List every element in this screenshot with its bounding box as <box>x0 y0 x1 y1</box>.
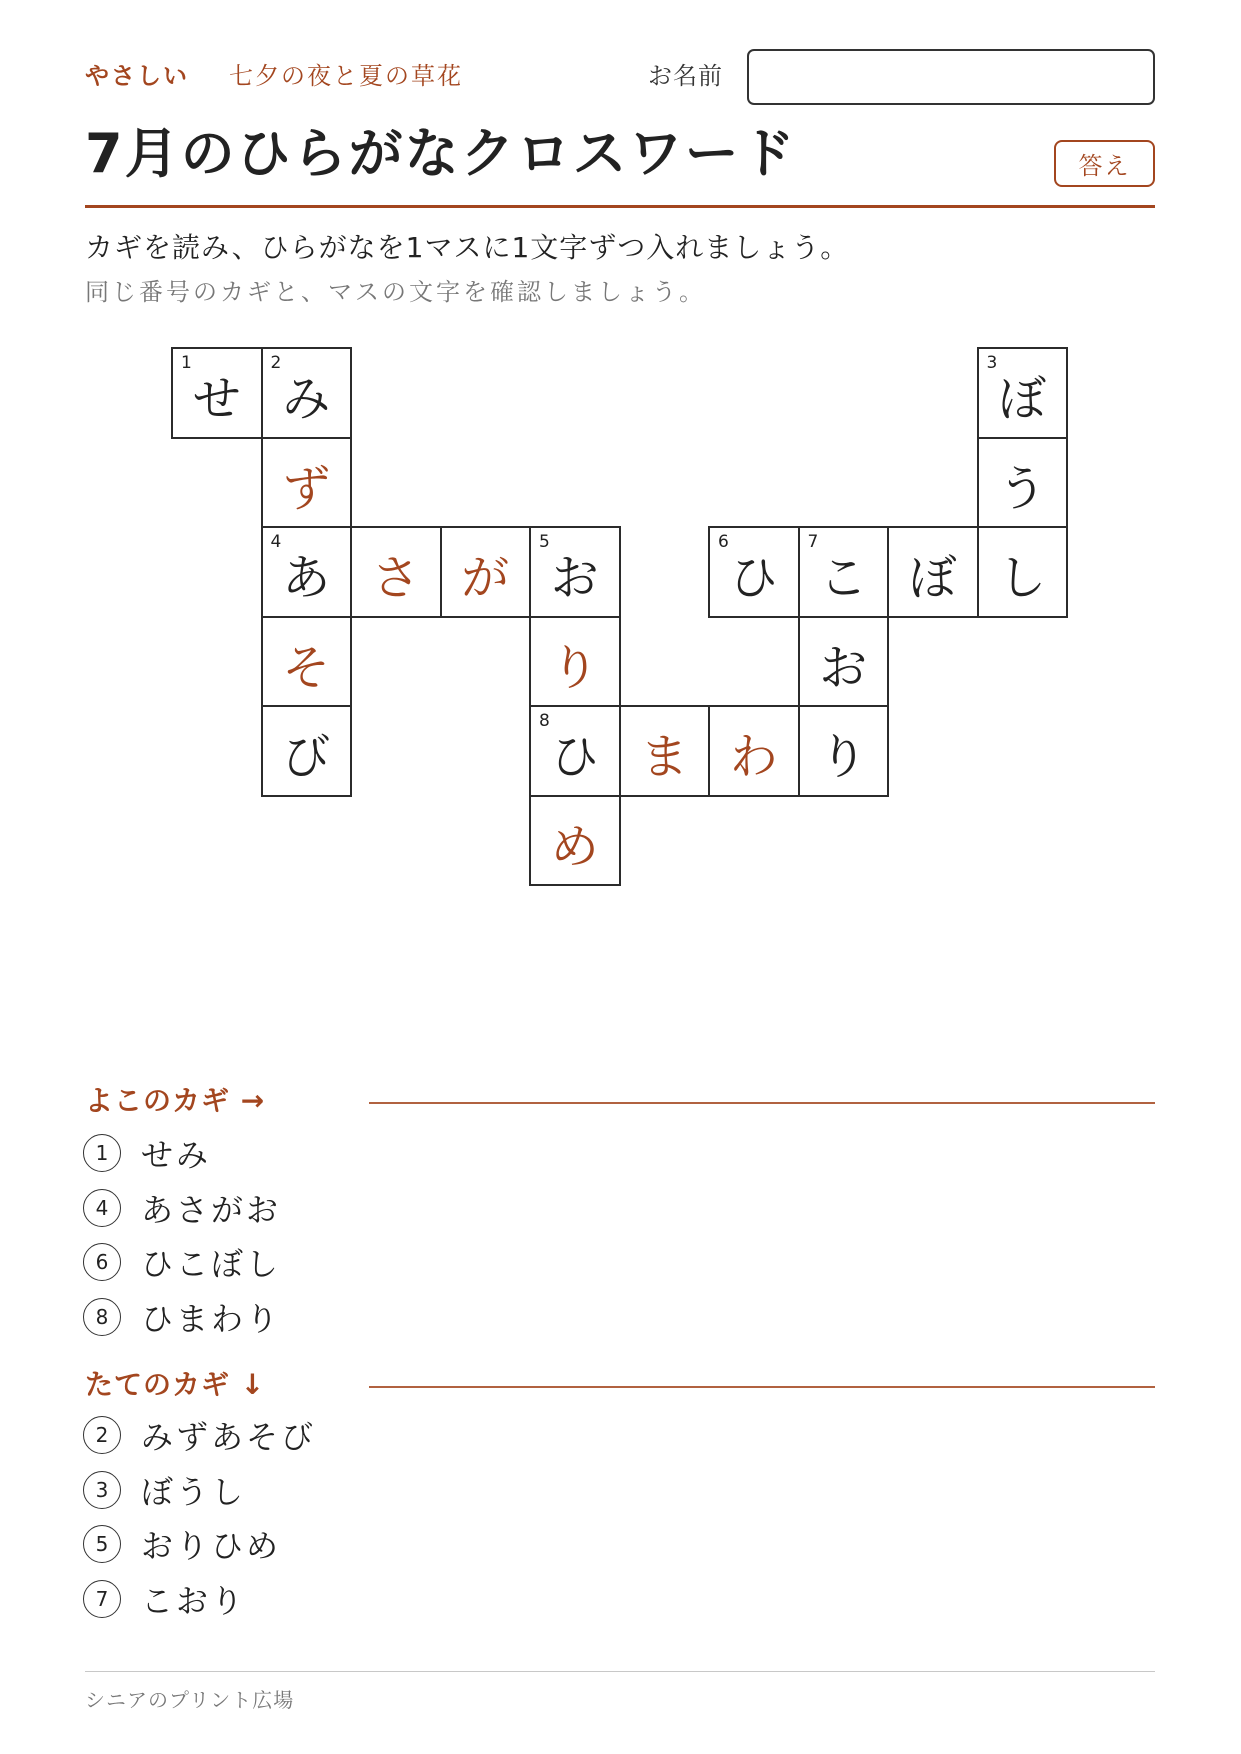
grid-cell[interactable] <box>529 705 621 797</box>
grid-cell[interactable] <box>261 705 353 797</box>
down-clues-heading: たてのカギ ↓ <box>85 1368 266 1401</box>
clue-number: 7 <box>83 1580 121 1618</box>
clue-item <box>83 1126 683 1181</box>
title-divider <box>85 205 1155 208</box>
instruction-sub: 同じ番号のカギと、マスの文字を確認しましょう。 <box>85 278 706 306</box>
cell-letter: さ <box>371 550 420 607</box>
page-title: 7月のひらがなクロスワード <box>85 122 797 185</box>
clue-text: せみ <box>141 1136 212 1175</box>
cell-letter: う <box>998 460 1047 517</box>
cell-letter: ひ <box>729 550 778 607</box>
grid-cell[interactable] <box>529 795 621 887</box>
cell-letter: そ <box>282 639 331 696</box>
cell-letter: が <box>461 550 510 607</box>
cell-letter: ひ <box>550 729 599 786</box>
cell-number: 6 <box>718 532 729 552</box>
clue-text: あさがお <box>141 1190 282 1229</box>
grid-cell[interactable] <box>529 616 621 708</box>
grid-cell[interactable] <box>708 705 800 797</box>
grid-cell[interactable] <box>440 526 532 618</box>
cell-number: 5 <box>539 532 550 552</box>
clue-text: ひまわり <box>141 1299 282 1338</box>
grid-cell[interactable] <box>708 526 800 618</box>
clue-text: ぼうし <box>141 1472 247 1511</box>
cell-number: 7 <box>807 532 819 552</box>
clue-item <box>83 1235 683 1290</box>
cell-letter: ず <box>282 460 331 517</box>
cell-letter: お <box>550 550 599 607</box>
clue-number: 8 <box>83 1298 121 1336</box>
theme-label: 七夕の夜と夏の草花 <box>229 62 463 90</box>
cell-letter: あ <box>282 550 331 607</box>
clue-item <box>83 1572 683 1627</box>
difficulty-label: やさしい <box>85 62 189 90</box>
grid-cell[interactable] <box>261 437 353 529</box>
grid-cell[interactable] <box>171 347 263 439</box>
grid-cell[interactable] <box>977 347 1069 439</box>
across-clues-heading: よこのカギ → <box>85 1084 266 1117</box>
clue-number: 1 <box>83 1134 121 1172</box>
clue-number: 4 <box>83 1189 121 1227</box>
grid-cell[interactable] <box>798 526 890 618</box>
cell-letter: み <box>282 371 331 428</box>
grid-cell[interactable] <box>887 526 979 618</box>
cell-letter: り <box>550 639 599 696</box>
name-field[interactable] <box>747 49 1155 105</box>
down-clue-list <box>83 1408 683 1626</box>
cell-number: 1 <box>181 353 192 373</box>
grid-cell[interactable] <box>261 526 353 618</box>
footer-site-name: シニアのプリント広場 <box>85 1688 295 1712</box>
cell-letter: め <box>550 818 599 875</box>
cell-letter: し <box>998 550 1047 607</box>
grid-cell[interactable] <box>261 347 353 439</box>
grid-cell[interactable] <box>798 705 890 797</box>
cell-letter: ま <box>640 729 689 786</box>
grid-cell[interactable] <box>529 526 621 618</box>
cell-letter: ぼ <box>998 371 1047 428</box>
grid-cell[interactable] <box>261 616 353 708</box>
clue-item <box>83 1290 683 1345</box>
grid-cell[interactable] <box>619 705 711 797</box>
clue-text: ひこぼし <box>141 1245 282 1284</box>
clue-number: 6 <box>83 1243 121 1281</box>
clue-text: こおり <box>141 1581 247 1620</box>
cell-letter: ぼ <box>908 550 957 607</box>
cell-number: 3 <box>986 353 998 373</box>
grid-cell[interactable] <box>977 526 1069 618</box>
across-clue-list <box>83 1126 683 1344</box>
grid-cell[interactable] <box>350 526 442 618</box>
across-clues-divider <box>369 1102 1155 1104</box>
down-clues-divider <box>369 1386 1155 1388</box>
clue-number: 5 <box>83 1525 121 1563</box>
cell-letter: せ <box>192 371 241 428</box>
clue-text: おりひめ <box>141 1527 282 1566</box>
cell-letter: び <box>282 729 331 786</box>
clue-number: 2 <box>83 1416 121 1454</box>
clue-item <box>83 1181 683 1236</box>
clue-item <box>83 1463 683 1518</box>
cell-letter: り <box>819 729 868 786</box>
grid-cell[interactable] <box>977 437 1069 529</box>
footer-divider <box>85 1671 1155 1672</box>
cell-number: 8 <box>539 711 550 731</box>
clue-item <box>83 1517 683 1572</box>
cell-number: 2 <box>270 353 282 373</box>
crossword-grid <box>171 347 1068 886</box>
grid-cell[interactable] <box>798 616 890 708</box>
clue-item <box>83 1408 683 1463</box>
clue-text: みずあそび <box>141 1418 317 1457</box>
cell-letter: お <box>819 639 868 696</box>
name-label: お名前 <box>648 62 723 90</box>
instruction-main: カギを読み、ひらがなを1マスに1文字ずつ入れましょう。 <box>85 231 850 264</box>
cell-letter: こ <box>819 550 868 607</box>
clue-number: 3 <box>83 1471 121 1509</box>
answer-badge: 答え <box>1054 140 1155 187</box>
cell-number: 4 <box>270 532 282 552</box>
cell-letter: わ <box>729 729 778 786</box>
